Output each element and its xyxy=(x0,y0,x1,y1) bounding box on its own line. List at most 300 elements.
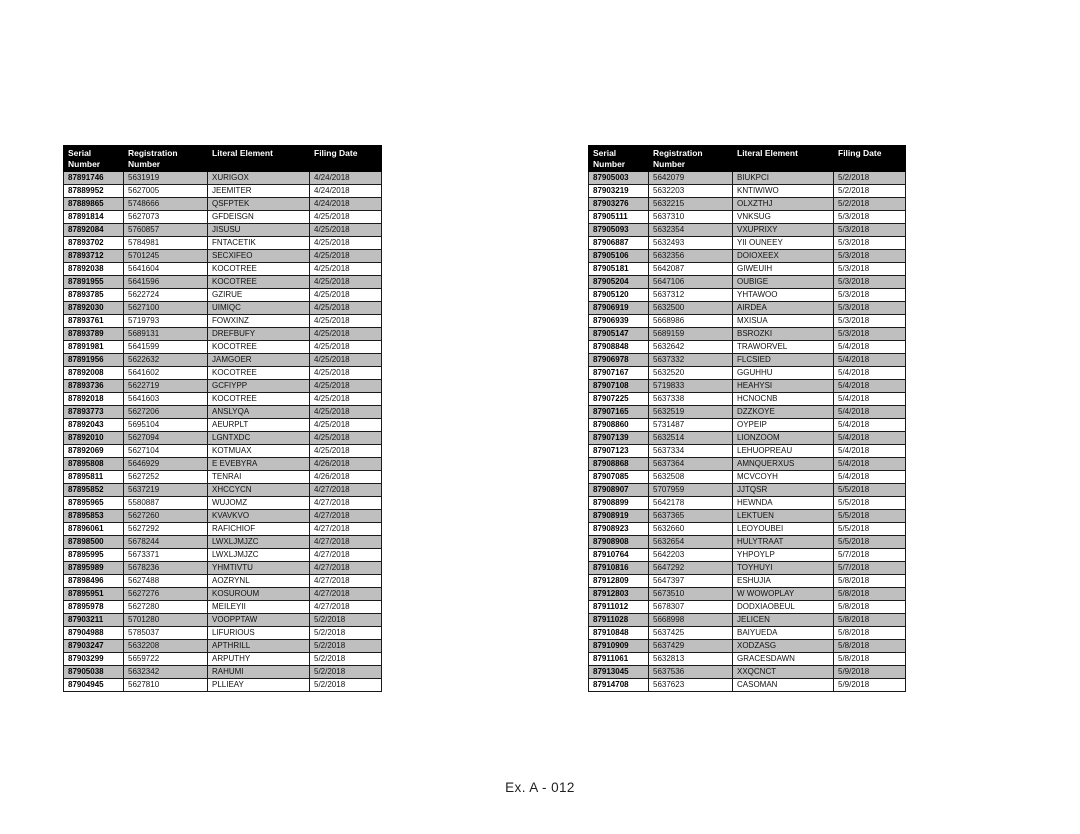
serial-number-cell: 87893785 xyxy=(64,289,124,302)
table-row xyxy=(64,536,382,549)
table-row xyxy=(64,315,382,328)
filing-date-cell: 5/4/2018 xyxy=(834,380,906,393)
registration-number-cell: 5719833 xyxy=(649,380,733,393)
registration-number-cell: 5719793 xyxy=(124,315,208,328)
literal-element-cell: YHPOYLP xyxy=(733,549,834,562)
table-row xyxy=(64,432,382,445)
filing-date-cell: 5/5/2018 xyxy=(834,497,906,510)
table-header-row xyxy=(64,146,382,172)
table-row xyxy=(64,276,382,289)
table-row xyxy=(589,549,906,562)
serial-number-cell: 87906887 xyxy=(589,237,649,250)
literal-element-cell: KVAVKVO xyxy=(208,510,310,523)
registration-number-cell: 5627276 xyxy=(124,588,208,601)
filing-date-cell: 5/9/2018 xyxy=(834,679,906,692)
literal-element-cell: OLXZTHJ xyxy=(733,198,834,211)
table-row xyxy=(589,653,906,666)
filing-date-cell: 4/25/2018 xyxy=(310,302,382,315)
table-row xyxy=(589,614,906,627)
serial-number-cell: 87905106 xyxy=(589,250,649,263)
serial-number-cell: 87908919 xyxy=(589,510,649,523)
registration-number-cell: 5678244 xyxy=(124,536,208,549)
table-row xyxy=(589,250,906,263)
serial-number-cell: 87891956 xyxy=(64,354,124,367)
registration-number-cell: 5637429 xyxy=(649,640,733,653)
literal-element-cell: YHTAWOO xyxy=(733,289,834,302)
registration-number-cell: 5632342 xyxy=(124,666,208,679)
serial-number-cell: 87891814 xyxy=(64,211,124,224)
registration-number-cell: 5641596 xyxy=(124,276,208,289)
registration-number-cell: 5646929 xyxy=(124,458,208,471)
filing-date-cell: 4/25/2018 xyxy=(310,315,382,328)
table-row xyxy=(64,289,382,302)
table-row xyxy=(589,289,906,302)
filing-date-cell: 5/5/2018 xyxy=(834,510,906,523)
table-body xyxy=(64,172,382,692)
filing-date-cell: 5/8/2018 xyxy=(834,588,906,601)
registration-number-cell: 5668998 xyxy=(649,614,733,627)
registration-number-cell: 5627280 xyxy=(124,601,208,614)
filing-date-cell: 5/2/2018 xyxy=(310,666,382,679)
table-row xyxy=(589,484,906,497)
table-row xyxy=(589,393,906,406)
table-row xyxy=(589,679,906,692)
filing-date-cell: 5/3/2018 xyxy=(834,328,906,341)
serial-number-cell: 87898500 xyxy=(64,536,124,549)
registration-number-cell: 5748666 xyxy=(124,198,208,211)
table-row xyxy=(589,640,906,653)
table-row xyxy=(589,224,906,237)
registration-number-cell: 5637310 xyxy=(649,211,733,224)
table-row xyxy=(64,471,382,484)
filing-date-cell: 4/27/2018 xyxy=(310,588,382,601)
filing-date-cell: 5/8/2018 xyxy=(834,575,906,588)
serial-number-cell: 87895965 xyxy=(64,497,124,510)
literal-element-cell: FLCSIED xyxy=(733,354,834,367)
table-row xyxy=(64,458,382,471)
registration-number-cell: 5642178 xyxy=(649,497,733,510)
literal-element-cell: XODZASG xyxy=(733,640,834,653)
table-row xyxy=(64,666,382,679)
literal-element-cell: ARPUTHY xyxy=(208,653,310,666)
literal-element-cell: GFDEISGN xyxy=(208,211,310,224)
literal-element-cell: MCVCOYH xyxy=(733,471,834,484)
registration-number-cell: 5631919 xyxy=(124,172,208,185)
literal-element-cell: JEEMITER xyxy=(208,185,310,198)
filing-date-cell: 5/3/2018 xyxy=(834,263,906,276)
table-row xyxy=(589,172,906,185)
registration-number-cell: 5627094 xyxy=(124,432,208,445)
table-row xyxy=(64,328,382,341)
registration-number-cell: 5642079 xyxy=(649,172,733,185)
table-row xyxy=(64,679,382,692)
filing-date-cell: 5/2/2018 xyxy=(310,640,382,653)
literal-element-cell: LGNTXDC xyxy=(208,432,310,445)
literal-element-cell: DOIOXEEX xyxy=(733,250,834,263)
filing-date-cell: 5/2/2018 xyxy=(834,185,906,198)
serial-number-cell: 87907123 xyxy=(589,445,649,458)
table-body xyxy=(589,172,906,692)
registration-number-cell: 5647397 xyxy=(649,575,733,588)
filing-date-cell: 5/8/2018 xyxy=(834,601,906,614)
literal-element-cell: OUBIGE xyxy=(733,276,834,289)
literal-element-cell: AIRDEA xyxy=(733,302,834,315)
filing-date-cell: 5/4/2018 xyxy=(834,419,906,432)
table-row xyxy=(589,510,906,523)
registration-number-cell: 5637364 xyxy=(649,458,733,471)
registration-number-cell: 5632654 xyxy=(649,536,733,549)
filing-date-cell: 4/27/2018 xyxy=(310,601,382,614)
literal-element-cell: BIUKPCI xyxy=(733,172,834,185)
table-row xyxy=(64,484,382,497)
serial-number-cell: 87905147 xyxy=(589,328,649,341)
literal-element-cell: KOCOTREE xyxy=(208,367,310,380)
registration-number-cell: 5627252 xyxy=(124,471,208,484)
literal-element-cell: XXQCNCT xyxy=(733,666,834,679)
filing-date-cell: 4/27/2018 xyxy=(310,575,382,588)
serial-number-cell: 87892043 xyxy=(64,419,124,432)
literal-element-cell: JJTQSR xyxy=(733,484,834,497)
registration-number-cell: 5632203 xyxy=(649,185,733,198)
table-row xyxy=(589,432,906,445)
filing-date-cell: 4/25/2018 xyxy=(310,354,382,367)
table-row xyxy=(64,393,382,406)
table-row xyxy=(589,588,906,601)
literal-element-cell: PLLIEAY xyxy=(208,679,310,692)
literal-element-cell: APTHRILL xyxy=(208,640,310,653)
registration-number-cell: 5647106 xyxy=(649,276,733,289)
literal-element-cell: GRACESDAWN xyxy=(733,653,834,666)
registration-number-cell: 5637365 xyxy=(649,510,733,523)
registration-number-cell: 5637425 xyxy=(649,627,733,640)
registration-number-cell: 5760857 xyxy=(124,224,208,237)
table-row xyxy=(64,562,382,575)
serial-number-cell: 87893789 xyxy=(64,328,124,341)
serial-number-cell: 87905038 xyxy=(64,666,124,679)
filing-date-cell: 4/27/2018 xyxy=(310,484,382,497)
registration-number-cell: 5673371 xyxy=(124,549,208,562)
filing-date-cell: 4/25/2018 xyxy=(310,263,382,276)
serial-number-cell: 87908908 xyxy=(589,536,649,549)
registration-number-cell: 5731487 xyxy=(649,419,733,432)
table-row xyxy=(589,380,906,393)
literal-element-cell: AOZRYNL xyxy=(208,575,310,588)
serial-number-cell: 87903211 xyxy=(64,614,124,627)
table-row xyxy=(589,302,906,315)
table-row xyxy=(589,198,906,211)
registration-number-cell: 5637219 xyxy=(124,484,208,497)
registration-number-cell: 5637623 xyxy=(649,679,733,692)
serial-number-cell: 87910909 xyxy=(589,640,649,653)
serial-number-cell: 87906919 xyxy=(589,302,649,315)
serial-number-cell: 87905120 xyxy=(589,289,649,302)
serial-number-cell: 87907085 xyxy=(589,471,649,484)
registration-number-cell: 5627488 xyxy=(124,575,208,588)
filing-date-cell: 5/3/2018 xyxy=(834,276,906,289)
filing-date-cell: 5/9/2018 xyxy=(834,666,906,679)
registration-number-cell: 5632356 xyxy=(649,250,733,263)
filing-date-cell: 5/3/2018 xyxy=(834,237,906,250)
filing-date-cell: 5/7/2018 xyxy=(834,549,906,562)
literal-element-cell: KOCOTREE xyxy=(208,393,310,406)
table-row xyxy=(64,510,382,523)
serial-number-cell: 87912809 xyxy=(589,575,649,588)
filing-date-cell: 5/5/2018 xyxy=(834,523,906,536)
serial-number-cell: 87910764 xyxy=(589,549,649,562)
literal-element-cell: TRAWORVEL xyxy=(733,341,834,354)
registration-number-cell: 5622724 xyxy=(124,289,208,302)
table-row xyxy=(589,341,906,354)
registration-number-cell: 5632493 xyxy=(649,237,733,250)
literal-element-cell: LEHUOPREAU xyxy=(733,445,834,458)
table-row xyxy=(589,237,906,250)
filing-date-cell: 5/2/2018 xyxy=(310,679,382,692)
serial-number-cell: 87906978 xyxy=(589,354,649,367)
table-row xyxy=(64,250,382,263)
registration-number-cell: 5632660 xyxy=(649,523,733,536)
literal-element-cell: BAIYUEDA xyxy=(733,627,834,640)
registration-number-cell: 5632215 xyxy=(649,198,733,211)
literal-element-cell: DZZKOYE xyxy=(733,406,834,419)
filing-date-cell: 5/3/2018 xyxy=(834,211,906,224)
filing-date-cell: 4/25/2018 xyxy=(310,276,382,289)
filing-date-cell: 4/27/2018 xyxy=(310,523,382,536)
literal-element-cell: KOCOTREE xyxy=(208,276,310,289)
literal-element-cell: LWXLJMJZC xyxy=(208,536,310,549)
filing-date-cell: 4/25/2018 xyxy=(310,393,382,406)
literal-element-cell: DREFBUFY xyxy=(208,328,310,341)
table-row xyxy=(64,549,382,562)
literal-element-cell: ESHUJIA xyxy=(733,575,834,588)
registration-number-cell: 5637312 xyxy=(649,289,733,302)
literal-element-cell: AMNQUERXUS xyxy=(733,458,834,471)
literal-element-cell: LWXLJMJZC xyxy=(208,549,310,562)
registration-number-cell: 5695104 xyxy=(124,419,208,432)
filing-date-cell: 5/3/2018 xyxy=(834,250,906,263)
literal-element-cell: GIWEUIH xyxy=(733,263,834,276)
table-row xyxy=(64,523,382,536)
serial-number-cell: 87908907 xyxy=(589,484,649,497)
registration-number-cell: 5627104 xyxy=(124,445,208,458)
registration-number-cell: 5642203 xyxy=(649,549,733,562)
literal-element-cell: ANSLYQA xyxy=(208,406,310,419)
registration-number-cell: 5580887 xyxy=(124,497,208,510)
registration-number-cell: 5632519 xyxy=(649,406,733,419)
literal-element-cell: TENRAI xyxy=(208,471,310,484)
filing-date-cell: 4/27/2018 xyxy=(310,536,382,549)
table-row xyxy=(64,237,382,250)
serial-number-cell: 87907167 xyxy=(589,367,649,380)
serial-number-cell: 87892008 xyxy=(64,367,124,380)
serial-number-cell: 87905093 xyxy=(589,224,649,237)
table-header xyxy=(64,146,382,172)
filing-date-cell: 4/25/2018 xyxy=(310,367,382,380)
serial-number-cell: 87895853 xyxy=(64,510,124,523)
serial-number-cell: 87892084 xyxy=(64,224,124,237)
serial-number-cell: 87911061 xyxy=(589,653,649,666)
registration-number-cell: 5637338 xyxy=(649,393,733,406)
serial-number-cell: 87889952 xyxy=(64,185,124,198)
registration-number-cell: 5637536 xyxy=(649,666,733,679)
serial-number-cell: 87910848 xyxy=(589,627,649,640)
table-row xyxy=(589,523,906,536)
table-row xyxy=(64,263,382,276)
filing-date-cell: 4/26/2018 xyxy=(310,471,382,484)
table-row xyxy=(589,328,906,341)
literal-element-cell: XURIGOX xyxy=(208,172,310,185)
literal-element-cell: CASOMAN xyxy=(733,679,834,692)
filing-date-cell: 5/4/2018 xyxy=(834,393,906,406)
table-row xyxy=(589,601,906,614)
table-row xyxy=(64,354,382,367)
literal-element-cell: XHCCYCN xyxy=(208,484,310,497)
table-row xyxy=(589,263,906,276)
table-header xyxy=(589,146,906,172)
literal-element-cell: LEOYOUBEI xyxy=(733,523,834,536)
serial-number-cell: 87891746 xyxy=(64,172,124,185)
table-row xyxy=(64,640,382,653)
registration-number-cell: 5632813 xyxy=(649,653,733,666)
literal-element-cell: HULYTRAAT xyxy=(733,536,834,549)
table-row xyxy=(589,211,906,224)
table-row xyxy=(589,367,906,380)
literal-element-cell: GCFIYPP xyxy=(208,380,310,393)
filing-date-cell: 5/8/2018 xyxy=(834,653,906,666)
registration-number-cell: 5701280 xyxy=(124,614,208,627)
filing-date-cell: 5/2/2018 xyxy=(310,627,382,640)
literal-element-cell: FNTACETIK xyxy=(208,237,310,250)
literal-element-cell: YII OUNEEY xyxy=(733,237,834,250)
filing-date-cell: 5/8/2018 xyxy=(834,614,906,627)
literal-element-cell: DODXIAOBEUL xyxy=(733,601,834,614)
literal-element-cell: MXISUA xyxy=(733,315,834,328)
table-row xyxy=(64,211,382,224)
serial-number-cell: 87913045 xyxy=(589,666,649,679)
filing-date-cell: 4/25/2018 xyxy=(310,419,382,432)
serial-number-cell: 87892018 xyxy=(64,393,124,406)
table-row xyxy=(64,614,382,627)
serial-number-cell: 87905204 xyxy=(589,276,649,289)
serial-number-cell: 87907139 xyxy=(589,432,649,445)
filing-date-cell: 4/24/2018 xyxy=(310,185,382,198)
table-row xyxy=(589,575,906,588)
registration-number-cell: 5632642 xyxy=(649,341,733,354)
registration-number-cell: 5622719 xyxy=(124,380,208,393)
filing-date-cell: 4/25/2018 xyxy=(310,328,382,341)
literal-element-cell: GZIRUE xyxy=(208,289,310,302)
table-row xyxy=(589,315,906,328)
table-row xyxy=(589,445,906,458)
literal-element-cell: KOSUROUM xyxy=(208,588,310,601)
literal-element-cell: KOCOTREE xyxy=(208,341,310,354)
registration-number-cell: 5689131 xyxy=(124,328,208,341)
table-row xyxy=(64,380,382,393)
table-row xyxy=(589,536,906,549)
filing-date-cell: 4/25/2018 xyxy=(310,250,382,263)
table-row xyxy=(589,185,906,198)
literal-element-cell: MEILEYII xyxy=(208,601,310,614)
filing-date-cell: 5/4/2018 xyxy=(834,354,906,367)
column-header-serial-number: Serial Number xyxy=(589,146,649,172)
serial-number-cell: 87895978 xyxy=(64,601,124,614)
serial-number-cell: 87907225 xyxy=(589,393,649,406)
filing-date-cell: 5/7/2018 xyxy=(834,562,906,575)
registration-number-cell: 5627292 xyxy=(124,523,208,536)
serial-number-cell: 87905181 xyxy=(589,263,649,276)
literal-element-cell: GGUHHU xyxy=(733,367,834,380)
filing-date-cell: 4/25/2018 xyxy=(310,224,382,237)
registration-number-cell: 5632520 xyxy=(649,367,733,380)
table-row xyxy=(589,562,906,575)
table-row xyxy=(589,666,906,679)
filing-date-cell: 5/3/2018 xyxy=(834,302,906,315)
filing-date-cell: 4/24/2018 xyxy=(310,172,382,185)
filing-date-cell: 5/8/2018 xyxy=(834,627,906,640)
serial-number-cell: 87904988 xyxy=(64,627,124,640)
table-row xyxy=(64,445,382,458)
serial-number-cell: 87908860 xyxy=(589,419,649,432)
filing-date-cell: 5/2/2018 xyxy=(834,172,906,185)
serial-number-cell: 87891955 xyxy=(64,276,124,289)
table-row xyxy=(589,419,906,432)
serial-number-cell: 87905111 xyxy=(589,211,649,224)
serial-number-cell: 87905003 xyxy=(589,172,649,185)
filing-date-cell: 4/27/2018 xyxy=(310,510,382,523)
literal-element-cell: AEURPLT xyxy=(208,419,310,432)
literal-element-cell: LEKTUEN xyxy=(733,510,834,523)
table-row xyxy=(589,458,906,471)
serial-number-cell: 87903276 xyxy=(589,198,649,211)
literal-element-cell: LIONZOOM xyxy=(733,432,834,445)
literal-element-cell: HEAHYSI xyxy=(733,380,834,393)
literal-element-cell: SECXIFEO xyxy=(208,250,310,263)
literal-element-cell: RAFICHIOF xyxy=(208,523,310,536)
serial-number-cell: 87912803 xyxy=(589,588,649,601)
registration-number-cell: 5637334 xyxy=(649,445,733,458)
filing-date-cell: 5/3/2018 xyxy=(834,289,906,302)
filing-date-cell: 5/5/2018 xyxy=(834,484,906,497)
serial-number-cell: 87898496 xyxy=(64,575,124,588)
literal-element-cell: VXUPRIXY xyxy=(733,224,834,237)
filing-date-cell: 4/24/2018 xyxy=(310,198,382,211)
serial-number-cell: 87893761 xyxy=(64,315,124,328)
serial-number-cell: 87895951 xyxy=(64,588,124,601)
table-row xyxy=(64,224,382,237)
serial-number-cell: 87911028 xyxy=(589,614,649,627)
registration-number-cell: 5641604 xyxy=(124,263,208,276)
filing-date-cell: 5/4/2018 xyxy=(834,341,906,354)
literal-element-cell: OYPEIP xyxy=(733,419,834,432)
filing-date-cell: 4/25/2018 xyxy=(310,211,382,224)
table-row xyxy=(589,471,906,484)
column-header-literal-element: Literal Element xyxy=(733,146,834,172)
exhibit-page-label: Ex. A - 012 xyxy=(505,780,575,795)
table-row xyxy=(589,627,906,640)
serial-number-cell: 87895989 xyxy=(64,562,124,575)
table-row xyxy=(64,406,382,419)
registration-number-cell: 5678307 xyxy=(649,601,733,614)
literal-element-cell: HCNOCNB xyxy=(733,393,834,406)
serial-number-cell: 87895852 xyxy=(64,484,124,497)
table-row xyxy=(64,575,382,588)
column-header-filing-date: Filing Date xyxy=(310,146,382,172)
literal-element-cell: KNTIWIWO xyxy=(733,185,834,198)
registration-number-cell: 5627100 xyxy=(124,302,208,315)
filing-date-cell: 5/4/2018 xyxy=(834,432,906,445)
filing-date-cell: 5/5/2018 xyxy=(834,536,906,549)
filing-date-cell: 4/25/2018 xyxy=(310,341,382,354)
serial-number-cell: 87895808 xyxy=(64,458,124,471)
